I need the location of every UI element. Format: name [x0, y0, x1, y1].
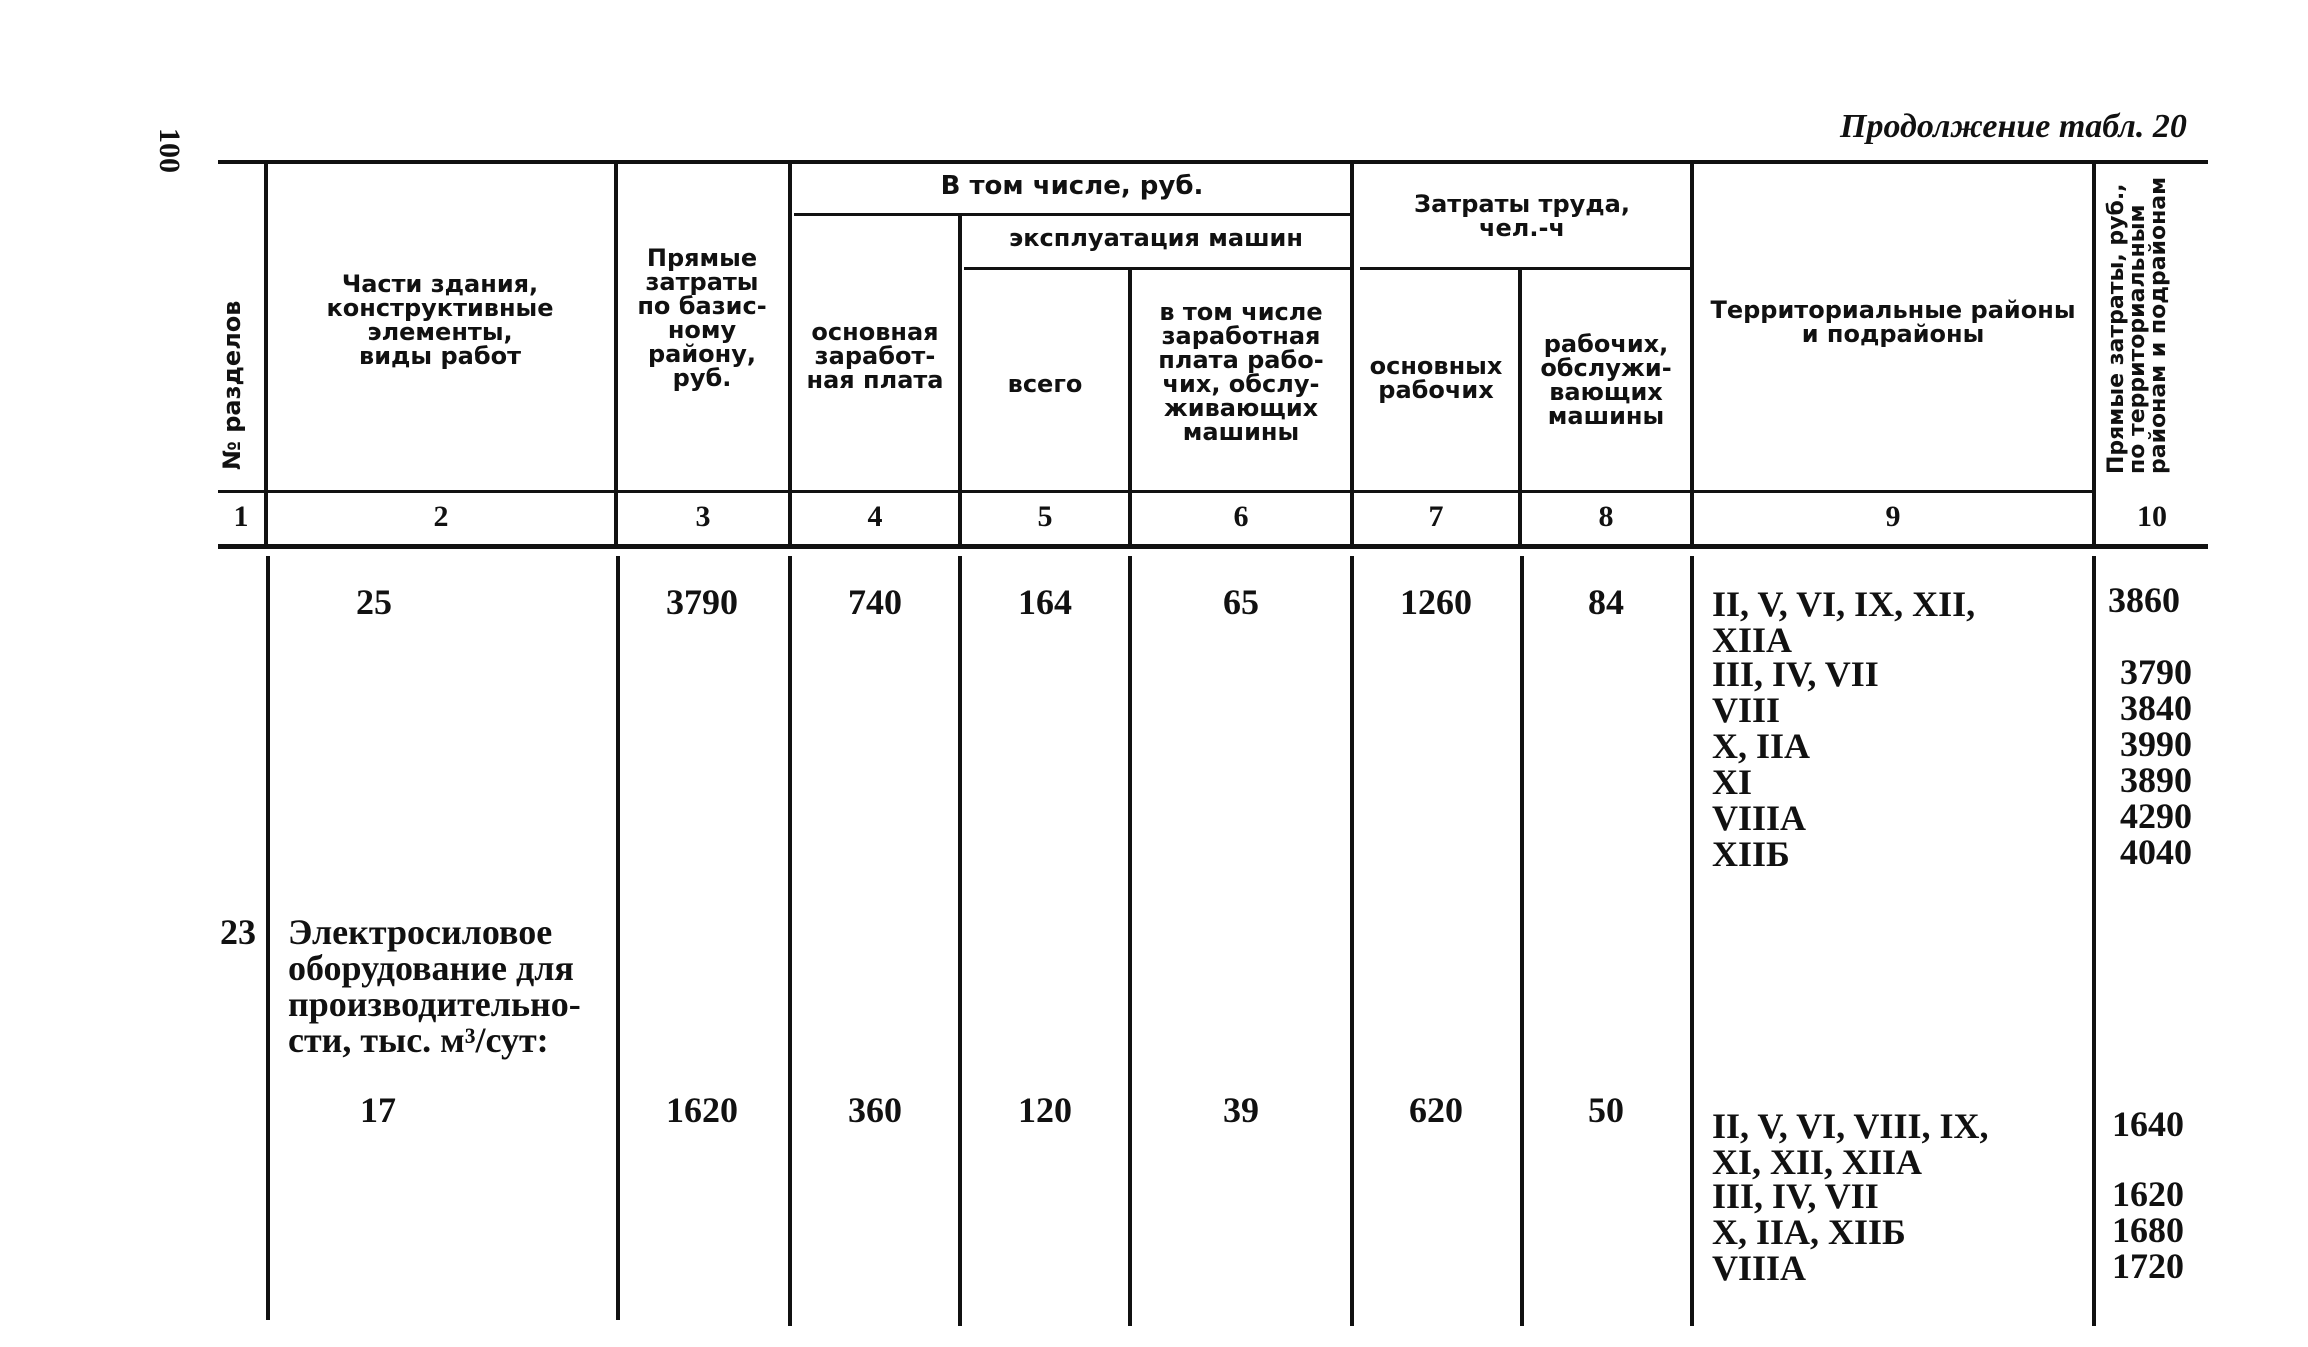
labor-machines-value: 84 — [1588, 582, 1624, 622]
column-number: 10 — [2137, 500, 2167, 533]
vrule-2-3-body — [616, 556, 620, 1320]
header-col1: № разделов — [218, 300, 246, 470]
region-cost: 1680 — [2112, 1210, 2184, 1250]
vrule-4-5-body — [958, 556, 962, 1326]
region-list-item: VIIIA — [1712, 798, 1807, 838]
vrule-9-10-body — [2092, 556, 2096, 1326]
column-number: 4 — [867, 500, 883, 533]
direct-cost-value: 1620 — [666, 1090, 738, 1130]
header-col3: Прямые затраты по базис- ному району, руб. — [637, 244, 767, 392]
region-cost: 3860 — [2108, 580, 2180, 620]
region-cost: 3790 — [2120, 652, 2192, 692]
vrule-8-9-header — [1690, 164, 1694, 544]
group-rule-labor — [1360, 267, 1690, 270]
page-number: 100 — [153, 128, 186, 173]
header-col7: основных рабочих — [1369, 352, 1503, 404]
region-list-item: XIIБ — [1712, 834, 1790, 874]
region-list-item: II, V, VI, VIII, IX, XI, XII, XIIA — [1712, 1106, 1989, 1182]
column-number: 1 — [233, 500, 249, 533]
header-col9: Территориальные районы и подрайоны — [1710, 296, 2076, 348]
header-col5: всего — [1007, 370, 1083, 398]
column-number: 9 — [1885, 500, 1901, 533]
header-col10: Прямые затраты, руб., по территориальным районам и подрайонам — [2104, 176, 2171, 474]
machines-total-value: 164 — [1018, 582, 1072, 622]
capacity-value: 25 — [356, 582, 392, 622]
header-col4: основная заработ- ная плата — [806, 318, 944, 394]
column-number: 7 — [1428, 500, 1444, 533]
region-list-item: III, IV, VII — [1712, 654, 1879, 694]
section-title: Электросиловое оборудование для производительно- сти, тыс. м³/сут: — [288, 912, 581, 1060]
region-list-item: VIIIA — [1712, 1248, 1807, 1288]
machines-wage-value: 65 — [1223, 582, 1259, 622]
region-list-item: X, IIA, XIIБ — [1712, 1212, 1906, 1252]
region-cost: 1640 — [2112, 1104, 2184, 1144]
region-list-item: XI — [1712, 762, 1753, 802]
region-cost: 3890 — [2120, 760, 2192, 800]
header-group-labor: Затраты труда, чел.-ч — [1414, 190, 1630, 242]
column-number: 5 — [1037, 500, 1053, 533]
column-number: 2 — [433, 500, 449, 533]
region-cost: 1620 — [2112, 1174, 2184, 1214]
column-number-rule — [218, 490, 2096, 493]
machines-wage-value: 39 — [1223, 1090, 1259, 1130]
labor-machines-value: 50 — [1588, 1090, 1624, 1130]
vrule-1-2-header — [264, 164, 268, 544]
vrule-6-7-body — [1350, 556, 1354, 1326]
region-list-item: II, V, VI, IX, XII, XIIA — [1712, 584, 1976, 660]
header-col8: рабочих, обслужи- вающих машины — [1540, 330, 1672, 430]
column-number: 8 — [1598, 500, 1614, 533]
region-list-item: III, IV, VII — [1712, 1176, 1879, 1216]
region-cost: 4040 — [2120, 832, 2192, 872]
region-cost: 3990 — [2120, 724, 2192, 764]
region-cost: 1720 — [2112, 1246, 2184, 1286]
region-list-item: VIII — [1712, 690, 1781, 730]
vrule-9-10-header — [2092, 164, 2096, 544]
header-group-in-that-number: В том числе, руб. — [940, 171, 1204, 201]
labor-main-value: 620 — [1409, 1090, 1463, 1130]
region-cost: 4290 — [2120, 796, 2192, 836]
capacity-value: 17 — [360, 1090, 396, 1130]
top-rule — [218, 160, 2208, 164]
header-col2: Части здания, конструктивные элементы, виды работ — [326, 270, 554, 370]
labor-main-value: 1260 — [1400, 582, 1472, 622]
header-col6: в том числе заработная плата рабо- чих, обслу- живающих машины — [1158, 298, 1324, 446]
region-cost: 3840 — [2120, 688, 2192, 728]
section-number: 23 — [220, 912, 256, 952]
header-bottom-rule — [218, 544, 2208, 549]
region-list-item: X, IIA — [1712, 726, 1811, 766]
direct-cost-value: 3790 — [666, 582, 738, 622]
base-wage-value: 360 — [848, 1090, 902, 1130]
table-continuation-title: Продолжение табл. 20 — [1840, 108, 2187, 145]
group-rule-in-that-number — [794, 213, 1350, 216]
column-number: 6 — [1233, 500, 1249, 533]
base-wage-value: 740 — [848, 582, 902, 622]
group-rule-machines — [964, 267, 1350, 270]
vrule-1-2-body — [266, 556, 270, 1320]
vrule-5-6-body — [1128, 556, 1132, 1326]
vrule-8-9-body — [1690, 556, 1694, 1326]
column-number: 3 — [695, 500, 711, 533]
header-group-machines: эксплуатация машин — [1009, 224, 1303, 252]
vrule-3-4-body — [788, 556, 792, 1326]
machines-total-value: 120 — [1018, 1090, 1072, 1130]
vrule-7-8-body — [1520, 556, 1524, 1326]
